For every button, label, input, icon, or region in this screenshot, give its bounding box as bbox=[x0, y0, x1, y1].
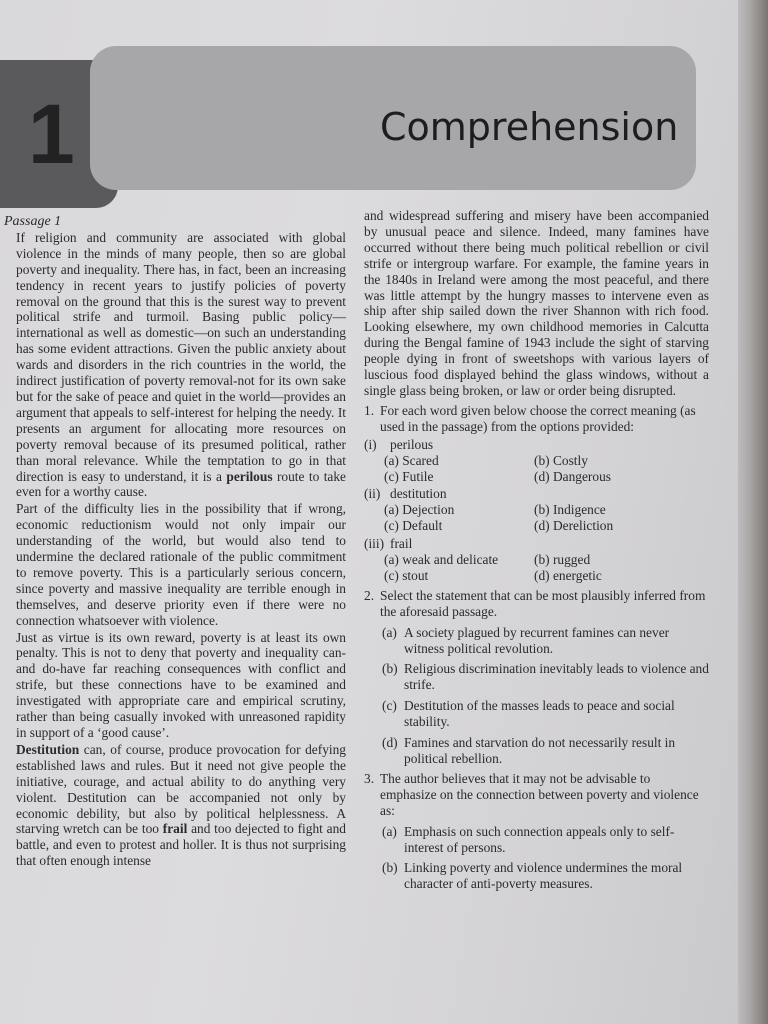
answer-choice-letter: (b) bbox=[382, 860, 398, 876]
answer-choice-letter: (d) bbox=[382, 735, 398, 751]
question bbox=[364, 403, 709, 584]
vocab-option: (d) Dereliction bbox=[534, 518, 614, 534]
passage-paragraphs bbox=[16, 230, 346, 869]
right-column bbox=[364, 208, 709, 892]
vocab-option: (c) stout bbox=[384, 567, 429, 583]
question-text: The author believes that it may not be advisable to emphasize on the connection between poverty and violence as: bbox=[380, 770, 699, 818]
vocab-item-number: (iii) bbox=[364, 536, 385, 552]
answer-choice bbox=[382, 860, 709, 892]
question bbox=[364, 771, 709, 892]
vocab-word: perilous bbox=[390, 436, 434, 452]
answer-choice-text: Famines and starvation do not necessarily result in political rebellion. bbox=[404, 735, 676, 766]
chapter-number: 1 bbox=[28, 87, 75, 181]
left-column bbox=[4, 214, 346, 870]
vocab-item-number: (ii) bbox=[364, 486, 381, 502]
answer-choice bbox=[382, 824, 709, 856]
vocab-option: (b) Costly bbox=[534, 452, 588, 468]
passage-paragraph-4 bbox=[16, 742, 346, 869]
answer-choice-letter: (c) bbox=[382, 698, 397, 714]
highlighted-word: frail bbox=[162, 821, 188, 837]
passage-continuation: and widespread suffering and misery have been accompanied by unusual peace and silence. Indeed, many famines have occurred without there being much political rebellion or civil strife or intergroup warfare. For example, the famine years in the 1840s in Ireland were among the most peaceful, and there was little attempt by the hungry masses to intervene even as ship after ship sailed down the river Shannon with rich food. Looking elsewhere, my own childhood memories in Calcutta during the Bengal famine of 1943 include the sight of starving people dying in front of sweetshops with various layers of luscious food displayed behind the glass windows, without a single glass being broken, or law or order being disrupted. bbox=[364, 208, 709, 398]
vocab-option: (a) Dejection bbox=[384, 502, 455, 518]
vocab-option: (c) Futile bbox=[384, 468, 434, 484]
text-run: If religion and community are associated with global violence in the minds of many people, then so are global poverty and inequality. There has, in fact, been an increasing tendency in recent years to justify policies of poverty removal on the ground that this is the surest way to prevent political strife and turmoil. Basing public policy—international as well as domestic—on such an understanding has some evident attractions. Given the public anxiety about wards and disorders in the rich countries in the world, the indirect justification of poverty removal-not for its own sake but for the sake of peace and quiet in the world—provides an argument that appeals to self-interest for helping the needy. It presents an argument for allocating more resources on poverty removal because of its presumed political, rather than moral relevance. While the temptation to go in that direction is easy to understand, it is a bbox=[16, 229, 346, 484]
answer-choice-letter: (a) bbox=[382, 823, 397, 839]
vocab-word: frail bbox=[390, 536, 413, 552]
highlighted-word: Destitution bbox=[16, 741, 80, 757]
page-stack-edge bbox=[738, 0, 768, 1024]
passage-label: Passage 1 bbox=[4, 214, 62, 229]
question bbox=[364, 588, 709, 767]
question-stem bbox=[364, 588, 709, 620]
vocab-option: (c) Default bbox=[384, 518, 443, 534]
question-text: For each word given below choose the correct meaning (as used in the passage) from the options provided: bbox=[380, 402, 696, 434]
answer-choice-text: Linking poverty and violence undermines the moral character of anti-poverty measures. bbox=[404, 860, 683, 892]
passage-paragraph-3 bbox=[16, 630, 346, 741]
answer-choice-letter: (a) bbox=[382, 624, 397, 640]
vocab-item bbox=[364, 437, 709, 453]
question-number: 3. bbox=[364, 770, 375, 786]
vocab-item bbox=[364, 486, 709, 502]
answer-choice-text: Emphasis on such connection appeals only to self-interest of persons. bbox=[404, 823, 675, 855]
vocab-word: destitution bbox=[390, 486, 447, 502]
answer-choice bbox=[382, 661, 709, 693]
answer-choice bbox=[382, 625, 709, 657]
vocab-option: (d) Dangerous bbox=[534, 468, 611, 484]
question-stem bbox=[364, 403, 709, 435]
text-run: Just as virtue is its own reward, poverty is at least its own penalty. This is not to deny that poverty and inequality can-and do-have far reaching consequences with conflict and strife, but these connections have to be examined and investigated with appropriate care and empirical scrutiny, rather than being casually invoked with unreasoned rapidity in support of a ‘good cause’. bbox=[16, 629, 346, 740]
vocab-option: (d) energetic bbox=[534, 567, 602, 583]
vocab-option: (b) Indigence bbox=[534, 502, 606, 518]
vocab-options bbox=[384, 552, 709, 584]
question-number: 1. bbox=[364, 402, 375, 418]
text-run: and too dejected to fight and battle, and even to protest and holler. It is thus not surprising that often enough intense bbox=[16, 821, 346, 869]
text-run: can, of course, produce provocation for defying established laws and rules. But it need not give people the initiative, courage, and actual ability to do anything very violent. Destitution can be accompanied not only by economic debility, but also by political helplessness. A starving wretch can be too bbox=[16, 741, 346, 837]
highlighted-word: perilous bbox=[226, 468, 273, 484]
question-text: Select the statement that can be most plausibly inferred from the aforesaid passage. bbox=[380, 587, 706, 619]
answer-choice bbox=[382, 698, 709, 730]
answer-choice-letter: (b) bbox=[382, 661, 398, 677]
answer-choice-text: Religious discrimination inevitably leads to violence and strife. bbox=[404, 661, 709, 693]
text-run: Part of the difficulty lies in the possibility that if wrong, economic reductionism would not only impair our understanding of the world, but would also tend to undermine the declared rationale of the public commitment to remove poverty. This is a particularly serious concern, since poverty and massive inequality are terrible enough in themselves, and deserve priority even if there were no connection whatsoever with violence. bbox=[16, 501, 346, 628]
passage-paragraph-1 bbox=[16, 230, 346, 500]
question-number: 2. bbox=[364, 587, 375, 603]
question-stem bbox=[364, 771, 709, 819]
vocab-options bbox=[384, 453, 709, 485]
passage-paragraph-2 bbox=[16, 501, 346, 628]
vocab-item-number: (i) bbox=[364, 436, 377, 452]
vocab-option: (a) weak and delicate bbox=[384, 552, 499, 568]
chapter-title: Comprehension bbox=[380, 105, 679, 149]
vocab-item bbox=[364, 536, 709, 552]
vocab-option: (b) rugged bbox=[534, 552, 591, 568]
text-run: route to take even for a worthy cause. bbox=[16, 468, 346, 500]
vocab-option: (a) Scared bbox=[384, 452, 439, 468]
questions-section bbox=[364, 403, 709, 892]
answer-choice-text: A society plagued by recurrent famines can never witness political revolution. bbox=[404, 624, 670, 656]
answer-choice bbox=[382, 735, 709, 767]
answer-choice-text: Destitution of the masses leads to peace and social stability. bbox=[404, 698, 675, 730]
vocab-options bbox=[384, 502, 709, 534]
